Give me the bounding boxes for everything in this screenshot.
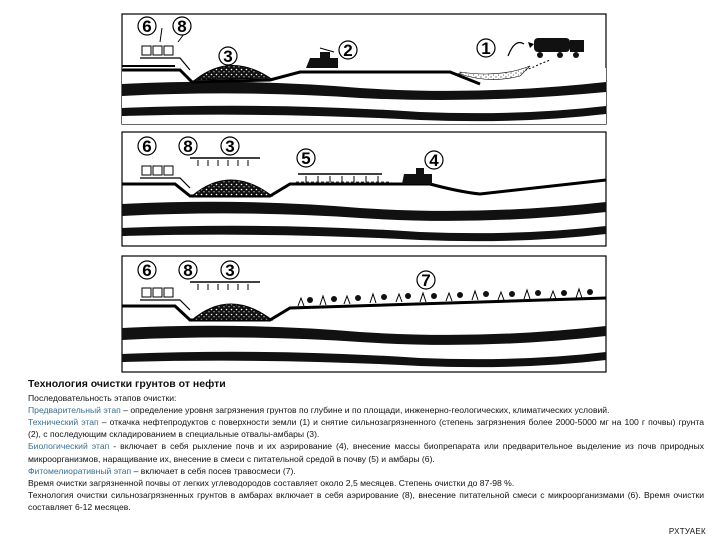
stage-1-text: – определение уровня загрязнения грунтов по глубине и по площади, инженерно-геологических, климатических условий.	[120, 405, 610, 416]
label-number: 7	[421, 271, 431, 290]
stage-4-text: – включает в себя посев травосмеси (7).	[131, 465, 296, 476]
label-number: 5	[301, 149, 311, 168]
stage-2-text: – откачка нефтепродуктов с поверхности земли (1) и снятие сильнозагрязненного (степень загрязнения более 2000-5000 мг на 100 г почвы) грунта (2), с последующим складированием в специальные отвалы-амбары (3).	[28, 417, 704, 440]
panel-1-technical-stage	[122, 14, 606, 124]
label-number: 4	[429, 151, 439, 170]
caption-time: Время очистки загрязненной почвы от легких углеводородов составляет около 2,5 месяцев. Степень очистки до 87-98 %.	[28, 477, 515, 488]
label-number: 3	[225, 261, 235, 280]
caption-stage-3	[28, 440, 704, 464]
label-number: 6	[142, 261, 152, 280]
caption-title: Технология очистки грунтов от нефти	[28, 378, 226, 390]
stage-3-name: Биологический этап	[28, 441, 110, 452]
soil-cleaning-diagram	[120, 8, 610, 376]
caption	[28, 378, 704, 513]
stage-1-name: Предварительный этап	[28, 405, 121, 416]
label-number: 6	[142, 17, 152, 36]
caption-stage-2	[28, 416, 704, 440]
label-number: 8	[177, 17, 187, 36]
label-number: 8	[183, 137, 193, 156]
stage-3-text: - включает в себя рыхление почв и их аэрирование (4), внесение массы биопрепарата или предварительное выделение из почв природных микроорганизмов, наращивание их, внесение в смеси с питательной средой в почву (5) и амбары (6).	[28, 441, 704, 464]
label-number: 3	[225, 137, 235, 156]
caption-technology: Технология очистки сильнозагрязненных грунтов в амбарах включает в себя аэрирование (8), внесение питательной смеси с микроорганизмами (6). Время очистки составляет 6-12 месяцев.	[28, 489, 704, 512]
label-number: 6	[142, 137, 152, 156]
label-number: 3	[223, 47, 233, 66]
label-number: 2	[343, 41, 353, 60]
footer-credit: РХТУАЕК	[668, 527, 706, 536]
stage-4-name: Фитомелиоративный этап	[28, 465, 132, 476]
label-number: 1	[481, 39, 491, 58]
panel-3-phytomelioration-stage	[122, 256, 606, 372]
panel-2-biological-stage	[122, 132, 606, 246]
caption-stage-4	[28, 465, 704, 477]
label-number: 8	[183, 261, 193, 280]
caption-stage-1	[28, 404, 704, 416]
stage-2-name: Технический этап	[28, 417, 99, 428]
caption-intro: Последовательность этапов очистки:	[28, 393, 177, 404]
